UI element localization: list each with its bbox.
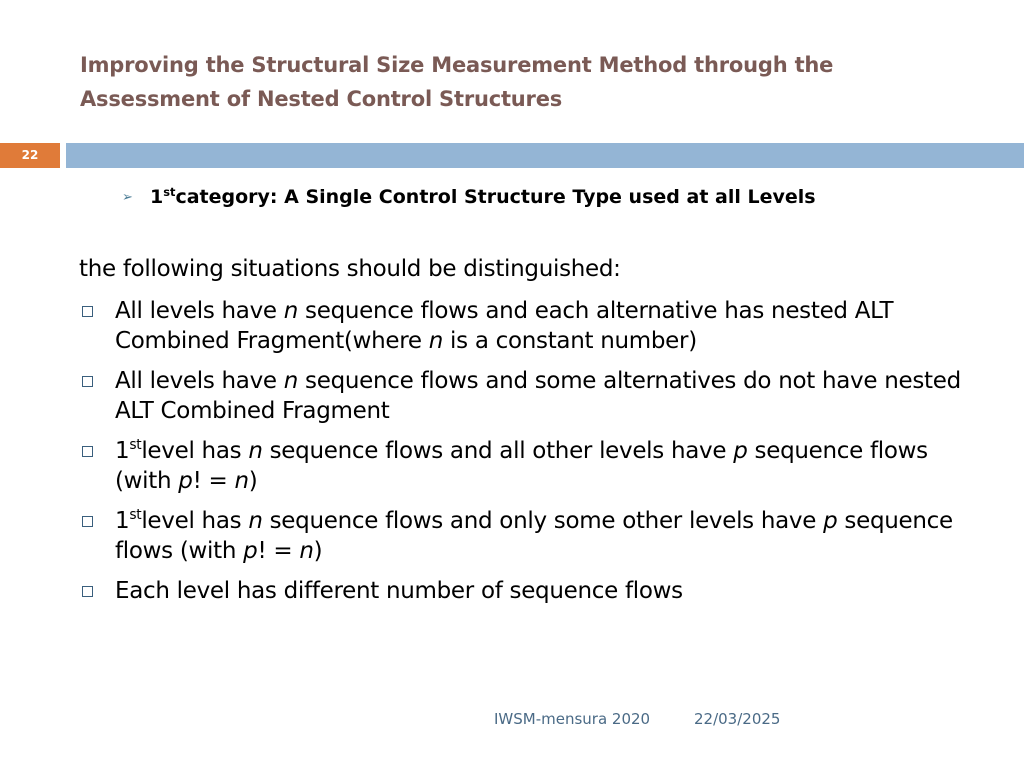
category-text: category: A Single Control Structure Type used at all Levels: [175, 186, 816, 208]
square-bullet-icon: [82, 586, 93, 597]
square-bullet-icon: [82, 376, 93, 387]
footer-conference: IWSM-mensura 2020: [494, 710, 651, 728]
list-item: All levels have n sequence flows and some alternatives do not have nested ALT Combined Fragment: [79, 366, 989, 426]
square-bullet-icon: [82, 446, 93, 457]
footer-date: 22/03/2025: [694, 710, 781, 728]
category-heading: [122, 182, 982, 213]
list-item: Each level has different number of sequence flows: [79, 576, 989, 606]
square-bullet-icon: [82, 516, 93, 527]
category-ordinal: st: [163, 184, 176, 199]
situation-list: [79, 296, 989, 616]
square-bullet-icon: [82, 306, 93, 317]
list-item: 1stlevel has n sequence flows and all other levels have p sequence flows (with p! = n): [79, 436, 989, 496]
slide-number: 22: [0, 143, 60, 168]
slide-title: Improving the Structural Size Measurement Method through the Assessment of Nested Control Structures: [80, 53, 834, 111]
intro-text: the following situations should be distinguished:: [79, 256, 621, 282]
header-bar: [66, 143, 1024, 168]
list-item: 1stlevel has n sequence flows and only some other levels have p sequence flows (with p! = n): [79, 506, 989, 566]
arrow-bullet-icon: ➢: [122, 190, 133, 205]
category-number: 1: [150, 186, 164, 208]
list-item: All levels have n sequence flows and each alternative has nested ALT Combined Fragment(where n is a constant number): [79, 296, 989, 356]
